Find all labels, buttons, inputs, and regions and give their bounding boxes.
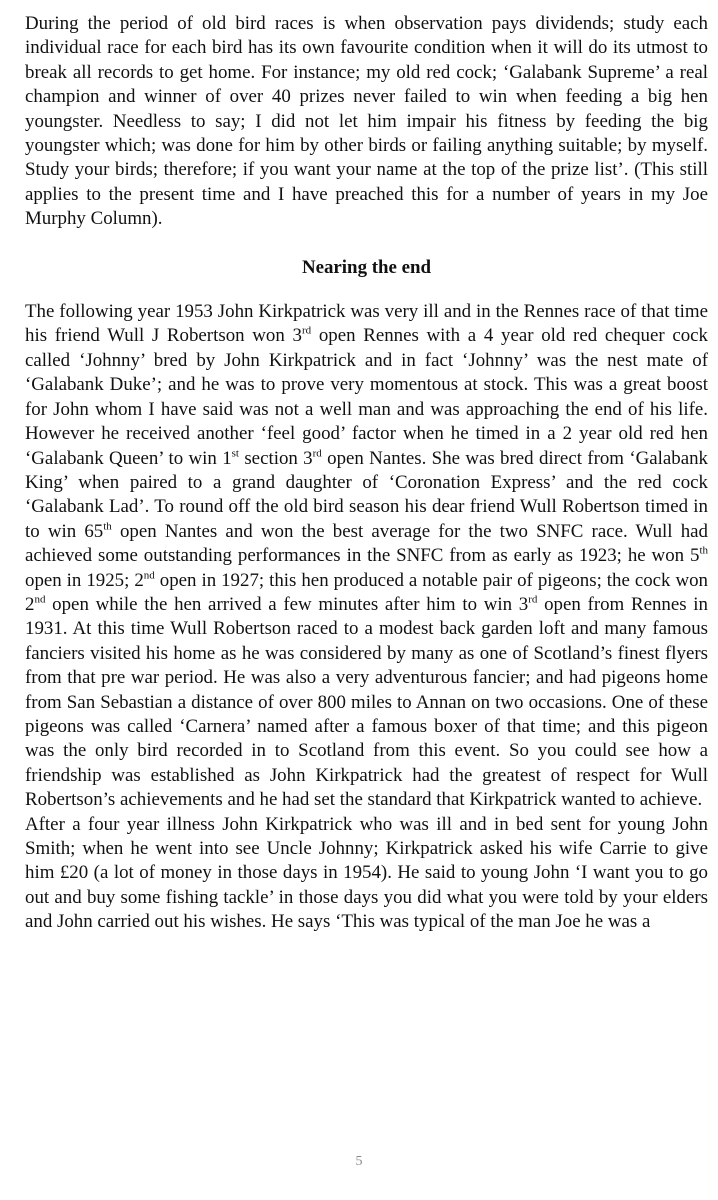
paragraph: During the period of old bird races is when observation pays dividends; study each individual race for each bird has its own favourite condition when it will do its utmost to break all records to get home. For instance; my old red cock; ‘Galabank Supreme’ a real champion and winner of over 40 prizes never failed to win when feeding a big hen youngster. Needless to say; I did not let him impair his fitness by feeding the big youngster which; was done for him by other birds or failing anything suitable; by myself. Study your birds; therefore; if you want your name at the top of the prize list’. (This still applies to the present time and I have preached this for a number of years in my Joe Murphy Column). [25,13,708,230]
paragraph: The following year 1953 John Kirkpatrick was very ill and in the Rennes race of that time his friend Wull J Robertson won 3rd open Rennes with a 4 year old red chequer cock called ‘Johnny’ bred by John Kirkpatrick and in fact ‘Johnny’ was the nest mate of ‘Galabank Duke’; and he was to prove very momentous at stock. This was a great boost for John whom I have said was not a well man and was approaching the end of his life. However he received another ‘feel good’ factor when he timed in a 2 year old red hen ‘Galabank Queen’ to win 1st section 3rd open Nantes. She was bred direct from ‘Galabank King’ when paired to a grand daughter of ‘Coronation Express’ and the red cock ‘Galabank Lad’. To round off the old bird season his dear friend Wull Robertson timed in to win 65th open Nantes and won the best average for the two SNFC race. Wull had achieved some outstanding performances in the SNFC from as early as 1923; he won 5th open in 1925; 2nd open in 1927; this hen produced a notable pair of pigeons; the cock won 2nd open while the hen arrived a few minutes after him to win 3rd open from Rennes in 1931. At this time Wull Robertson raced to a modest back garden loft and many famous fanciers visited his home as he was considered by many as one of Scotland’s finest flyers from that pre war period. He was also a very adventurous fancier; and had pigeons home from San Sebastian a distance of over 800 miles to Annan on two occasions. One of these pigeons was called ‘Carnera’ named after a famous boxer of that time; and this pigeon was the only bird recorded in to Scotland from this event. So you could see how a friendship was established as John Kirkpatrick had the greatest of respect for Wull Robertson’s achievements and he had set the standard that Kirkpatrick wanted to achieve. [25,301,708,811]
section-heading: Nearing the end [301,256,432,278]
document-page [25,12,708,935]
paragraph: After a four year illness John Kirkpatrick who was ill and in bed sent for young John Smith; when he went into see Uncle Johnny; Kirkpatrick asked his wife Carrie to give him £20 (a lot of money in those days in 1954). He said to young John ‘I want you to go out and buy some fishing tackle’ in those days you did what you were told by your elders and John carried out his wishes. He says ‘This was typical of the man Joe he was a [25,813,708,933]
page-number: 5 [355,1154,363,1169]
